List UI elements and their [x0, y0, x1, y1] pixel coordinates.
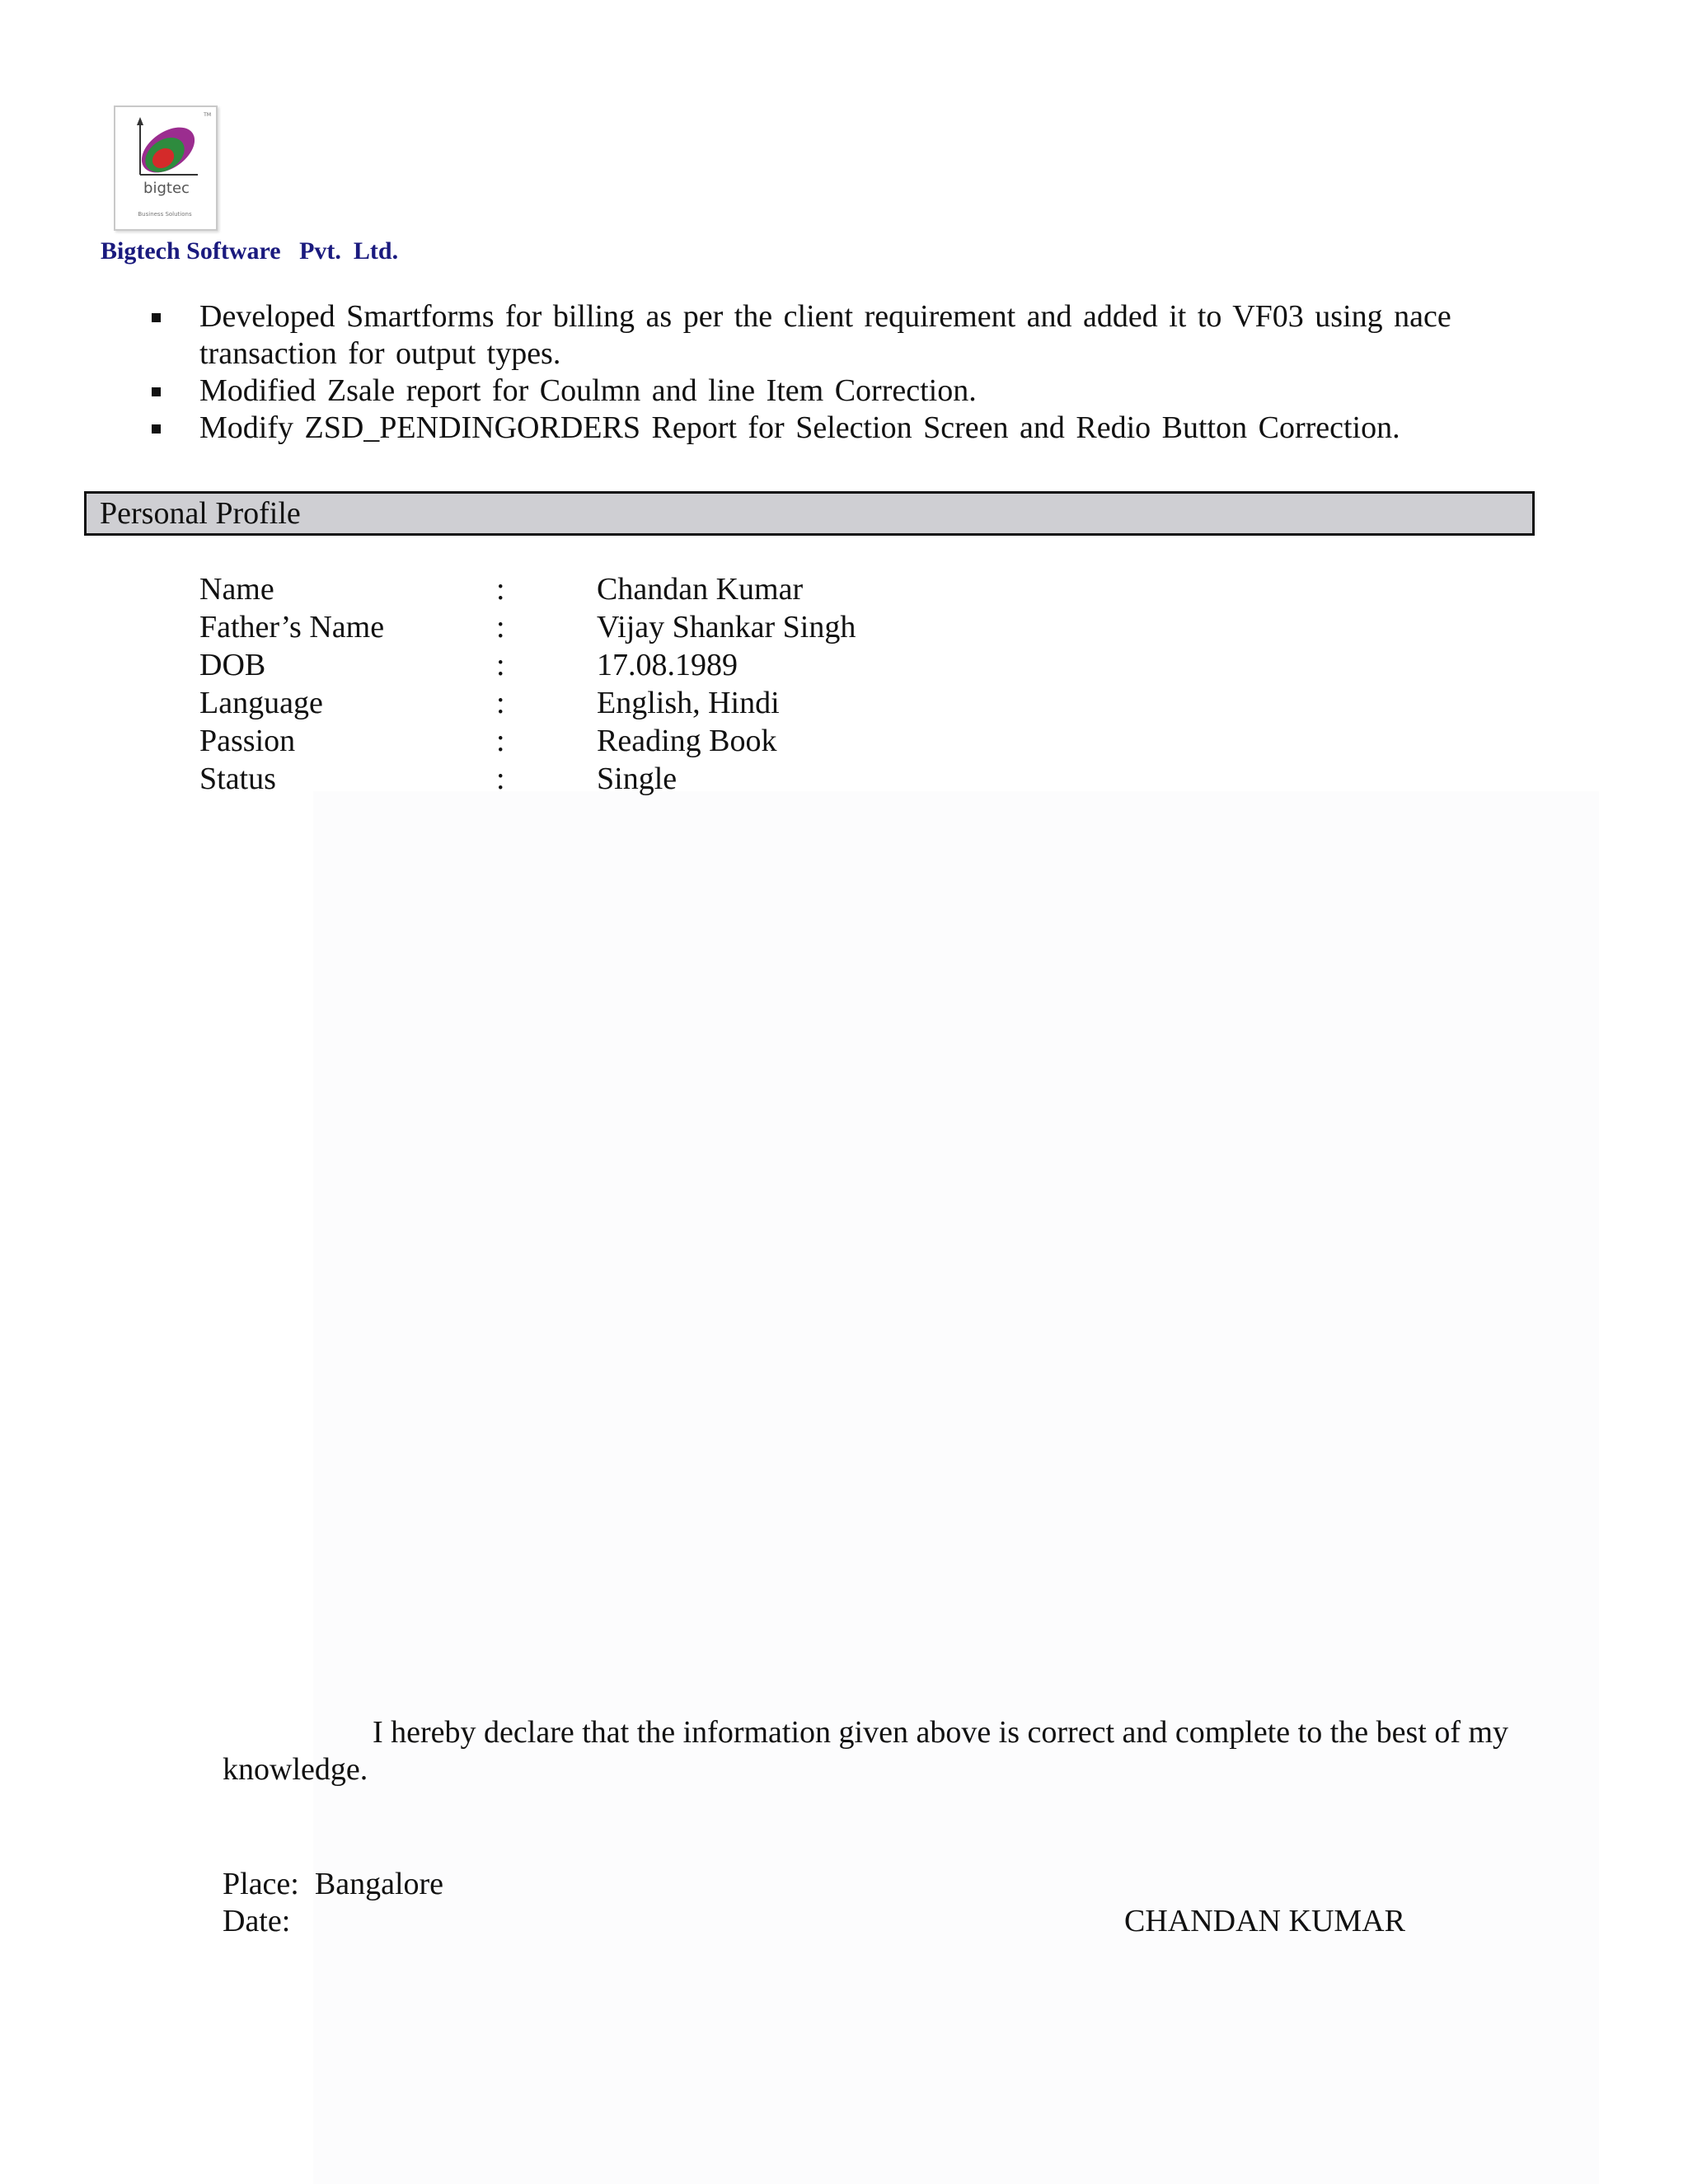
profile-value: Chandan Kumar — [597, 572, 804, 607]
profile-separator: : — [496, 762, 505, 796]
profile-separator: : — [496, 724, 505, 758]
profile-label: Passion — [199, 724, 296, 758]
signature-name: CHANDAN KUMAR — [1124, 1904, 1405, 1938]
company-name: Bigtech Software Pvt. Ltd. — [101, 237, 399, 265]
profile-value: 17.08.1989 — [597, 648, 738, 682]
company-logo: TM bigtec Business Solutions — [114, 105, 218, 231]
profile-label: Language — [199, 686, 323, 720]
place-label: Place: — [223, 1867, 299, 1901]
list-item — [148, 298, 1484, 373]
profile-value: Vijay Shankar Singh — [597, 610, 856, 644]
place-line — [223, 1866, 443, 1903]
profile-separator: : — [496, 572, 505, 607]
profile-label: Status — [199, 762, 276, 796]
responsibility-list — [148, 298, 1484, 447]
logo-tagline: Business Solutions — [138, 211, 192, 218]
profile-value: Single — [597, 762, 678, 796]
profile-separator: : — [496, 648, 505, 682]
page-background — [313, 791, 1599, 2184]
list-item — [148, 373, 1484, 410]
declaration-text: I hereby declare that the information given above is correct and complete to the best of my knowledge. — [223, 1715, 1509, 1787]
profile-label: Father’s Name — [199, 610, 385, 644]
logo-text: bigtec — [143, 180, 190, 197]
list-item — [148, 410, 1484, 447]
date-label: Date: — [223, 1904, 291, 1938]
profile-value: English, Hindi — [597, 686, 780, 720]
personal-profile-header: Personal Profile — [84, 491, 1535, 536]
bullet-square-icon — [152, 387, 161, 396]
list-item-text: Modified Zsale report for Coulmn and line Item Correction. — [199, 373, 977, 408]
list-item-text: Modify ZSD_PENDINGORDERS Report for Selection Screen and Redio Button Correction. — [199, 410, 1400, 445]
profile-label: DOB — [199, 648, 266, 682]
profile-separator: : — [496, 686, 505, 720]
place-value: Bangalore — [314, 1867, 444, 1901]
bullet-square-icon — [152, 424, 161, 434]
profile-value: Reading Book — [597, 724, 777, 758]
bullet-square-icon — [152, 313, 161, 322]
profile-label: Name — [199, 572, 274, 607]
list-item-text: Developed Smartforms for billing as per the client requirement and added it to VF03 using nace transaction for output types. — [199, 299, 1451, 371]
profile-separator: : — [496, 610, 505, 644]
